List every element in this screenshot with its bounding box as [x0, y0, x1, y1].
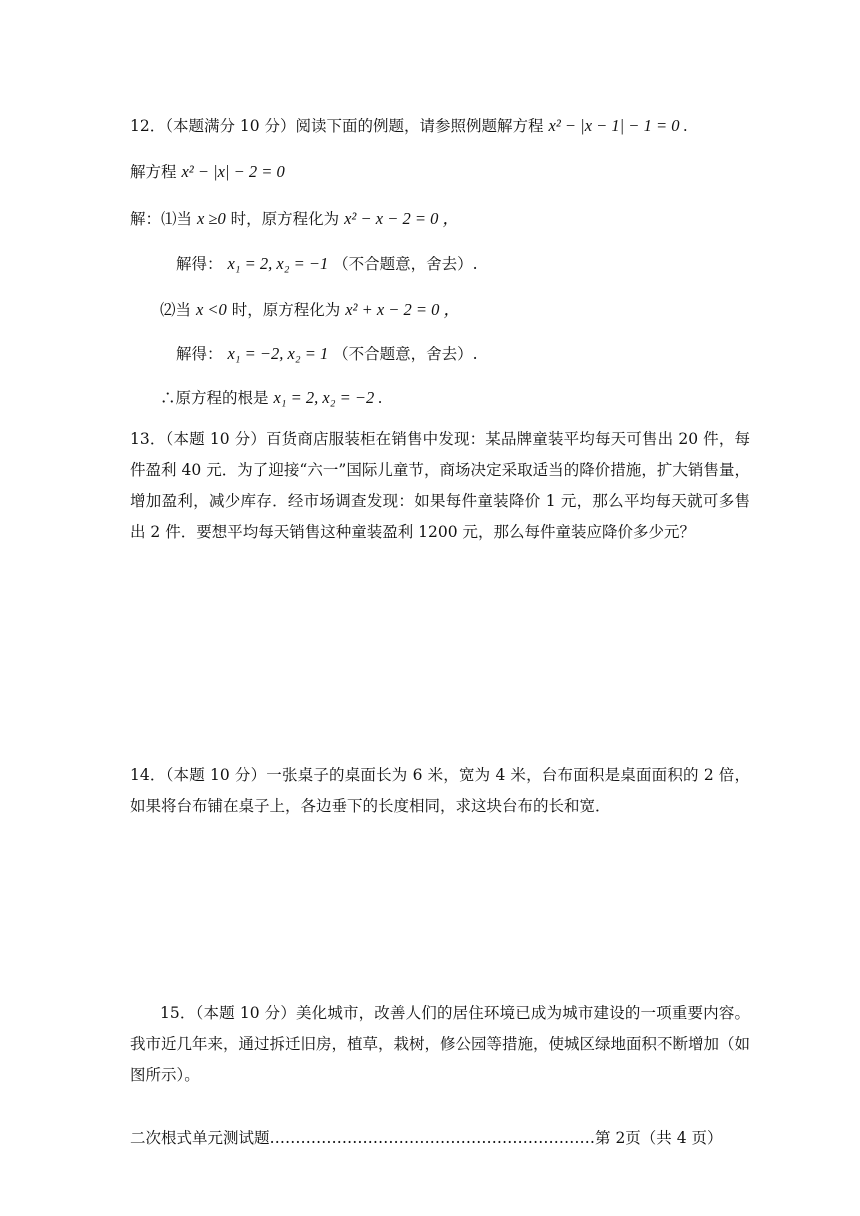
q12-case2-equation: x² + x − 2 = 0 ， [345, 300, 461, 319]
footer-dots: ……………………………………………………… [269, 1129, 596, 1147]
page-footer [130, 1126, 723, 1148]
q12-case1-roots: x₁ = 2, x₂ = −1 [227, 254, 329, 273]
q13-text: 13．（本题 10 分）百货商店服装柜在销售中发现：某品牌童装平均每天可售出 20 件，每件盈利 40 元．为了迎接“六一”国际儿童节，商场决定采取适当的降价措施，扩大销售量，增加盈利，减少库存．经市场调查发现：如果每件童装降价 1 元，那么平均每天就可多售出 2 件．要想平均每天销售这种童装盈利 1200 元，那么每件童装应降价多少元？ [130, 430, 750, 541]
q12-case2-middle: 时，原方程化为 [231, 301, 341, 319]
q12-case1 [130, 209, 459, 229]
q12-example [130, 162, 285, 182]
q12-case1-solution [176, 254, 478, 274]
q12-example-equation: x² − |x| − 2 = 0 [181, 162, 285, 181]
q12-case1-solve-label: 解得： [176, 255, 223, 273]
q12-case2-prefix: ⑵当 [160, 301, 192, 319]
q12-intro-text: 12．（本题满分 10 分）阅读下面的例题，请参照例题解方程 [130, 117, 544, 135]
q12-case1-equation: x² − x − 2 = 0 ， [344, 209, 459, 228]
q12-conclusion [160, 388, 382, 408]
q14-text: 14．（本题 10 分）一张桌子的桌面长为 6 米，宽为 4 米，台布面积是桌面面积的 2 倍，如果将台布铺在桌子上，各边垂下的长度相同，求这块台布的长和宽． [130, 766, 750, 815]
footer-page-number: 第 2页（共 4 页） [595, 1129, 723, 1147]
footer-title: 二次根式单元测试题 [130, 1129, 270, 1147]
q12-example-label: 解方程 [130, 163, 177, 181]
q12-case1-condition: x ≥0 [196, 209, 226, 228]
q15-text: 15．（本题 10 分）美化城市，改善人们的居住环境已成为城市建设的一项重要内容。我市近几年来，通过拆迁旧房，植草，栽树，修公园等措施，使城区绿地面积不断增加（如图所示）。 [130, 1004, 751, 1084]
q12-conclusion-roots: x₁ = 2, x₂ = −2 . [273, 388, 383, 407]
q12-intro-equation: x² − |x − 1| − 1 = 0 . [548, 116, 688, 135]
q12-case1-prefix: 解：⑴当 [130, 210, 193, 228]
q12-case2-solution [176, 344, 478, 364]
q12-intro [130, 116, 688, 136]
q12-case1-note: （不合题意，舍去）. [333, 255, 478, 273]
q12-case2-solve-label: 解得： [176, 345, 223, 363]
q12-case1-middle: 时，原方程化为 [230, 210, 340, 228]
q12-case2-roots: x₁ = −2, x₂ = 1 [227, 344, 329, 363]
q12-case2-note: （不合题意，舍去）. [333, 345, 478, 363]
q12-case2-condition: x <0 [195, 300, 227, 319]
q12-conclusion-text: ∴原方程的根是 [160, 389, 269, 407]
q12-case2 [160, 300, 460, 320]
